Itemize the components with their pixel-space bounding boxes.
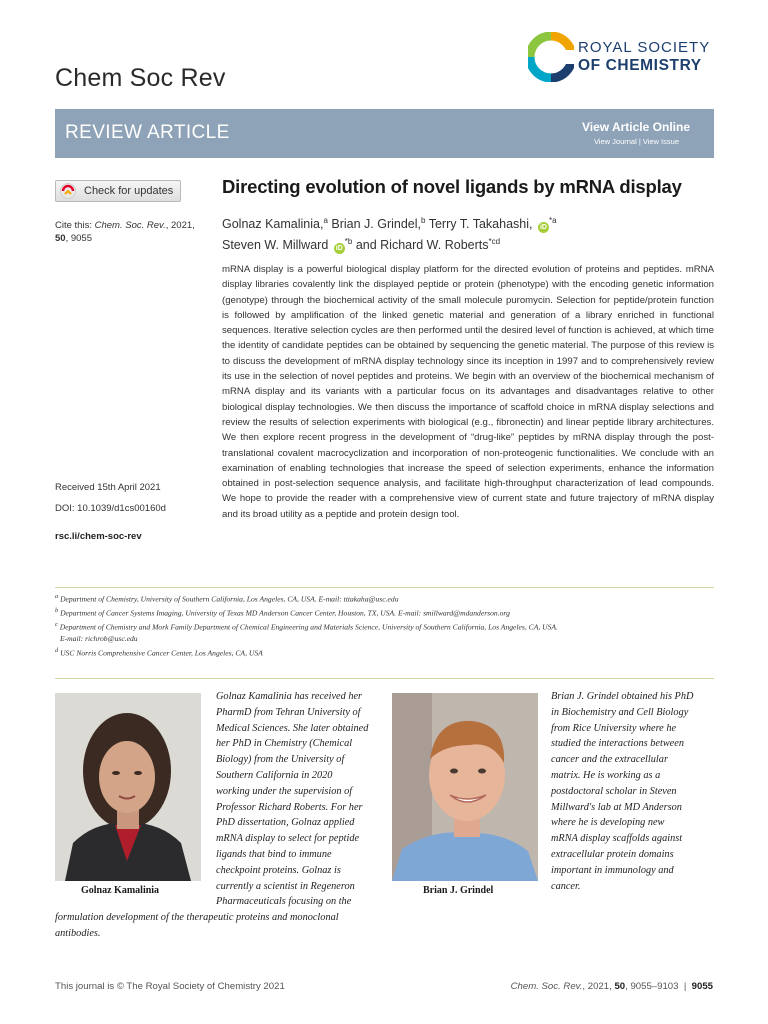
page-number: 9055 bbox=[691, 981, 713, 992]
rsc-ring-icon bbox=[528, 32, 574, 82]
rsc-logo[interactable] bbox=[528, 30, 718, 86]
affiliation: $^b$ Department of Cancer Systems Imaging, University of Texas MD Anderson Cancer Center, Houston, TX, USA. E-mail: smillward@mdanderson.org bbox=[55, 607, 510, 618]
cite-year: , 2021, bbox=[165, 220, 195, 231]
author-affil-sup: b bbox=[421, 216, 426, 225]
cite-prefix: Cite this: bbox=[55, 220, 92, 231]
affiliation: $^d$ USC Norris Comprehensive Cancer Center, Los Angeles, CA, USA bbox=[55, 646, 263, 658]
author-photo-grindel bbox=[392, 693, 538, 881]
author-affil-sup: *a bbox=[548, 216, 557, 225]
cite-pages: , 9055 bbox=[65, 233, 92, 244]
footer-citation: Chem. Soc. Rev., 2021, 50, 9055–9103 | 9055 bbox=[510, 981, 713, 992]
author-name: Brian J. Grindel, bbox=[331, 217, 422, 231]
cite-volume: 50 bbox=[55, 233, 66, 244]
article-title: Directing evolution of novel ligands by mRNA display bbox=[222, 176, 682, 197]
abstract: mRNA display is a powerful biological display platform for the directed evolution of proteins and peptides. mRNA display libraries covalently link the displayed peptide or protein (phenotype) with the encoding genetic information (genotype) through the biochemical activity of the small molecule puromycin. Selection for peptide/protein function is followed by amplification of the linked genetic material and generation of a library enriched in functional sequences. Iterative selection cycles are then performed until the desired level of function is achieved, at which time the identity of candidate peptides can be obtained by sequencing the genetic material. The purpose of this review is to discuss the development of mRNA display technology since its inception in 1997 and to comprehensively review its use in the selection of novel peptides and proteins. We begin with an overview of the biochemical mechanism of mRNA display and its variants with a particular focus on its advantages and disadvantages relative to other biological display technologies. We then discuss the importance of scaffold choice in mRNA display selections and review the results of selection experiments with biological (e.g., fibronectin) and linear peptide library architectures. We then explore recent progress in the development of “drug-like” peptides by mRNA display through the post-translational covalent macrocyclization and incorporation of non-proteogenic functionalities. We conclude with an examination of enabling technologies that increase the speed of selection experiments, enhance the information obtained in post-selection sequence analysis, and facilitate high-throughput characterization of lead compounds. We hope to provide the reader with a comprehensive view of current state and future trajectory of mRNA display and its broad utility as a peptide and protein design tool. bbox=[222, 264, 714, 520]
affiliation: $^c$ Department of Chemistry and Mork Family Department of Chemical Engineering and Materials Science, University of Southern California, Los Angeles, CA, USA. bbox=[55, 621, 558, 632]
author-photo-kamalinia bbox=[55, 693, 201, 881]
author-list bbox=[222, 212, 712, 254]
orcid-icon[interactable]: iD bbox=[539, 224, 547, 231]
author-affil-sup: *cd bbox=[488, 237, 501, 246]
article-type: REVIEW ARTICLE bbox=[65, 122, 230, 143]
author-name: Steven W. Millward bbox=[222, 238, 329, 252]
received-date: Received 15th April 2021 bbox=[55, 482, 161, 493]
view-article-online-link[interactable]: View Article Online bbox=[581, 120, 690, 134]
citation bbox=[55, 219, 205, 245]
footer-copyright: This journal is © The Royal Society of Chemistry 2021 bbox=[55, 981, 285, 992]
logo-text-line2: OF CHEMISTRY bbox=[578, 57, 702, 74]
doi[interactable]: DOI: 10.1039/d1cs00160d bbox=[55, 503, 166, 514]
view-journal-issue-links[interactable]: View Journal | View Issue bbox=[593, 137, 679, 146]
check-for-updates-button[interactable] bbox=[55, 180, 181, 202]
author-name: Golnaz Kamalinia, bbox=[222, 217, 324, 231]
bio-grindel: Brian J. Grindel obtained his PhD in Biochemistry and Cell Biology from Rice University where he studied the interactions between cancer and the extracellular matrix. He is working as a postdoctoral scholar in Steven Millward's lab at MD Anderson where he is developing new mRNA display scaffolds against extracellular protein domains important in immunology and cancer. bbox=[551, 691, 694, 892]
photo-caption: Golnaz Kamalinia bbox=[81, 885, 160, 896]
affiliation: E-mail: richrob@usc.edu bbox=[60, 634, 138, 644]
photo-caption: Brian J. Grindel bbox=[423, 885, 494, 896]
author-affil-sup: a bbox=[323, 216, 328, 225]
affiliation: $^a$ Department of Chemistry, University of Southern California, Los Angeles, CA, USA. E-mail: tttakaha@usc.edu bbox=[55, 593, 399, 604]
divider bbox=[55, 678, 714, 679]
article-type-banner bbox=[55, 109, 714, 158]
cite-journal: Chem. Soc. Rev. bbox=[94, 220, 166, 231]
journal-title: Chem Soc Rev bbox=[55, 64, 226, 92]
author-name: Terry T. Takahashi, bbox=[428, 217, 533, 231]
bio-kamalinia-continued: formulation development of the therapeutic proteins and monoclonal antibodies. bbox=[55, 912, 339, 939]
logo-text-line1: ROYAL SOCIETY bbox=[578, 39, 711, 56]
author-affil-sup: *b bbox=[344, 237, 353, 246]
author-name: and Richard W. Roberts bbox=[355, 238, 489, 252]
journal-link[interactable]: rsc.li/chem-soc-rev bbox=[55, 531, 142, 542]
check-updates-icon bbox=[60, 183, 76, 199]
divider bbox=[55, 587, 714, 588]
bio-kamalinia: Golnaz Kamalinia has received her PharmD from Tehran University of Medical Sciences. She later obtained her PhD in Chemistry (Chemical Biology) from the University of Southern California in 2020 working under the supervision of Professor Richard Roberts. For her PhD dissertation, Golnaz applied mRNA display to select for peptide ligands that bind to immune checkpoint proteins. Golnaz is currently a scientist in Regeneron Pharmaceuticals focusing on the bbox=[216, 691, 369, 908]
check-updates-label: Check for updates bbox=[84, 185, 174, 197]
orcid-icon[interactable]: iD bbox=[335, 245, 343, 252]
affiliations bbox=[55, 591, 714, 659]
